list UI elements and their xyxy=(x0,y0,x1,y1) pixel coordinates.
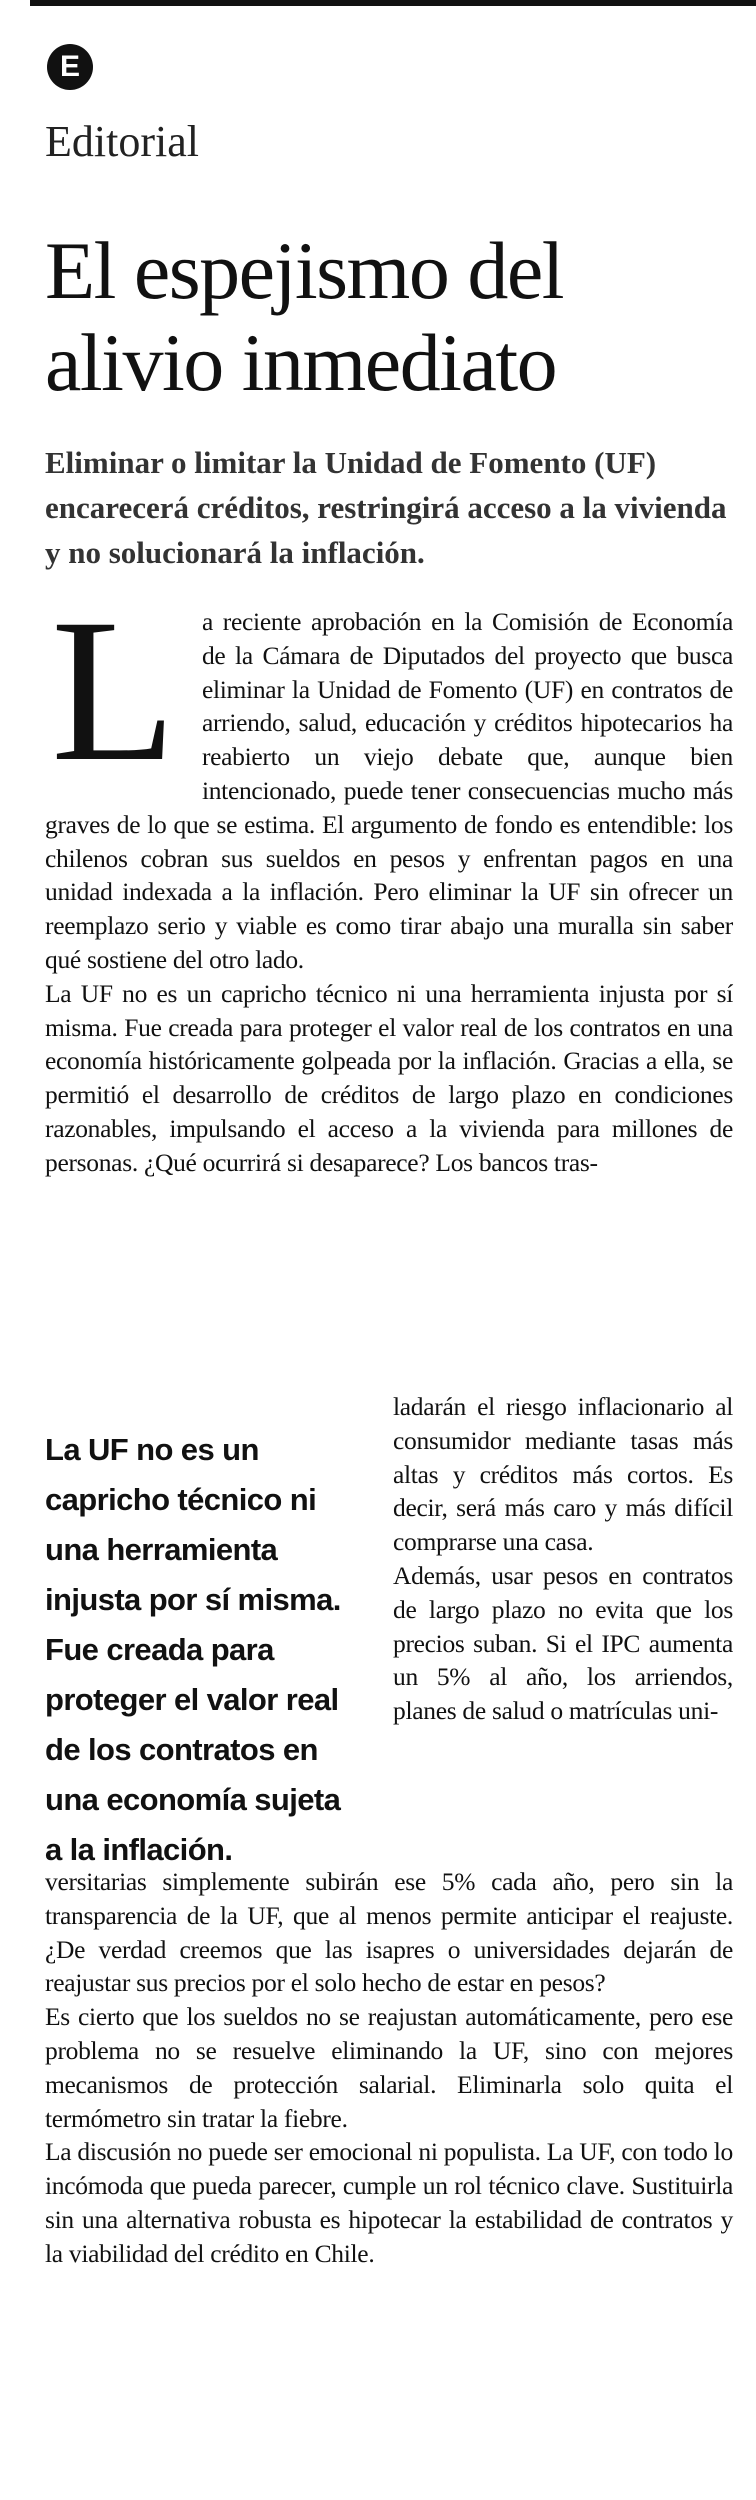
pull-quote: La UF no es un capricho técnico ni una herramienta injusta por sí misma. Fue creada para proteger el valor real de los contratos en una economía sujeta a la inflación. xyxy=(45,1432,341,1867)
lede: Eliminar o limitar la Unidad de Fomento (UF) encarecerá créditos, restringirá acceso a la vivienda y no solucionará la inflación. xyxy=(45,445,727,570)
article-body-top xyxy=(45,577,733,1180)
headline: El espejismo del alivio inmediato xyxy=(45,225,564,408)
paragraph-1 xyxy=(45,577,733,977)
paragraph-2: La UF no es un capricho técnico ni una herramienta injusta por sí misma. Fue creada para proteger el valor real de los contratos en una economía históricamente golpeada por la inflación. Gracias a ella, se permitió el desarrollo de créditos de largo plazo en condiciones razonables, impulsando el acceso a la vivienda para millones de personas. ¿Qué ocurrirá si desaparece? Los bancos tras- xyxy=(45,978,733,1177)
paragraph-1-text: a reciente aprobación en la Comisión de Economía de la Cámara de Diputados del proyecto que busca eliminar la Unidad de Fomento (UF) en contratos de arriendo, salud, educación y créditos hipotecarios ha reabierto un viejo debate que, aunque bien intencionado, puede tener consecuencias mucho más graves de lo que se estima. El argumento de fondo es entendible: los chilenos cobran sus sueldos en pesos y enfrentan pagos en una unidad indexada a la inflación. Pero eliminar la UF sin ofrecer un reemplazo serio y viable es como tirar abajo una muralla sin saber qué sostiene del otro lado. xyxy=(45,607,733,974)
section-label: Editorial xyxy=(45,117,199,166)
article-body-side xyxy=(393,1390,733,1728)
paragraph-3: Además, usar pesos en contratos de largo plazo no evita que los precios suban. Si el IPC aumenta un 5% al año, los arriendos, planes de salud o matrículas uni- xyxy=(393,1560,733,1726)
paragraph-2-continued: ladarán el riesgo inflacionario al consumidor mediante tasas más altas y créditos más cortos. Es decir, será más caro y más difícil comprarse una casa. xyxy=(393,1392,733,1557)
drop-cap: L xyxy=(51,577,176,804)
editorial-badge: E xyxy=(47,44,93,90)
top-rule xyxy=(30,0,756,6)
article-body-bottom xyxy=(45,1865,733,2271)
paragraph-4: Es cierto que los sueldos no se reajustan automáticamente, pero ese problema no se resuelve eliminando la UF, sino con mejores mecanismos de protección salarial. Eliminarla solo quita el termómetro sin tratar la fiebre. xyxy=(45,2002,733,2133)
paragraph-3-continued: versitarias simplemente subirán ese 5% cada año, pero sin la transparencia de la UF, que al menos permite anticipar el reajuste. ¿De verdad creemos que las isapres o universidades dejarán de reajustar sus precios por el solo hecho de estar en pesos? xyxy=(45,1867,733,1998)
paragraph-5: La discusión no puede ser emocional ni populista. La UF, con todo lo incómoda que pueda parecer, cumple un rol técnico clave. Sustituirla sin una alternativa robusta es hipotecar la estabilidad de contratos y la viabilidad del crédito en Chile. xyxy=(45,2137,733,2268)
